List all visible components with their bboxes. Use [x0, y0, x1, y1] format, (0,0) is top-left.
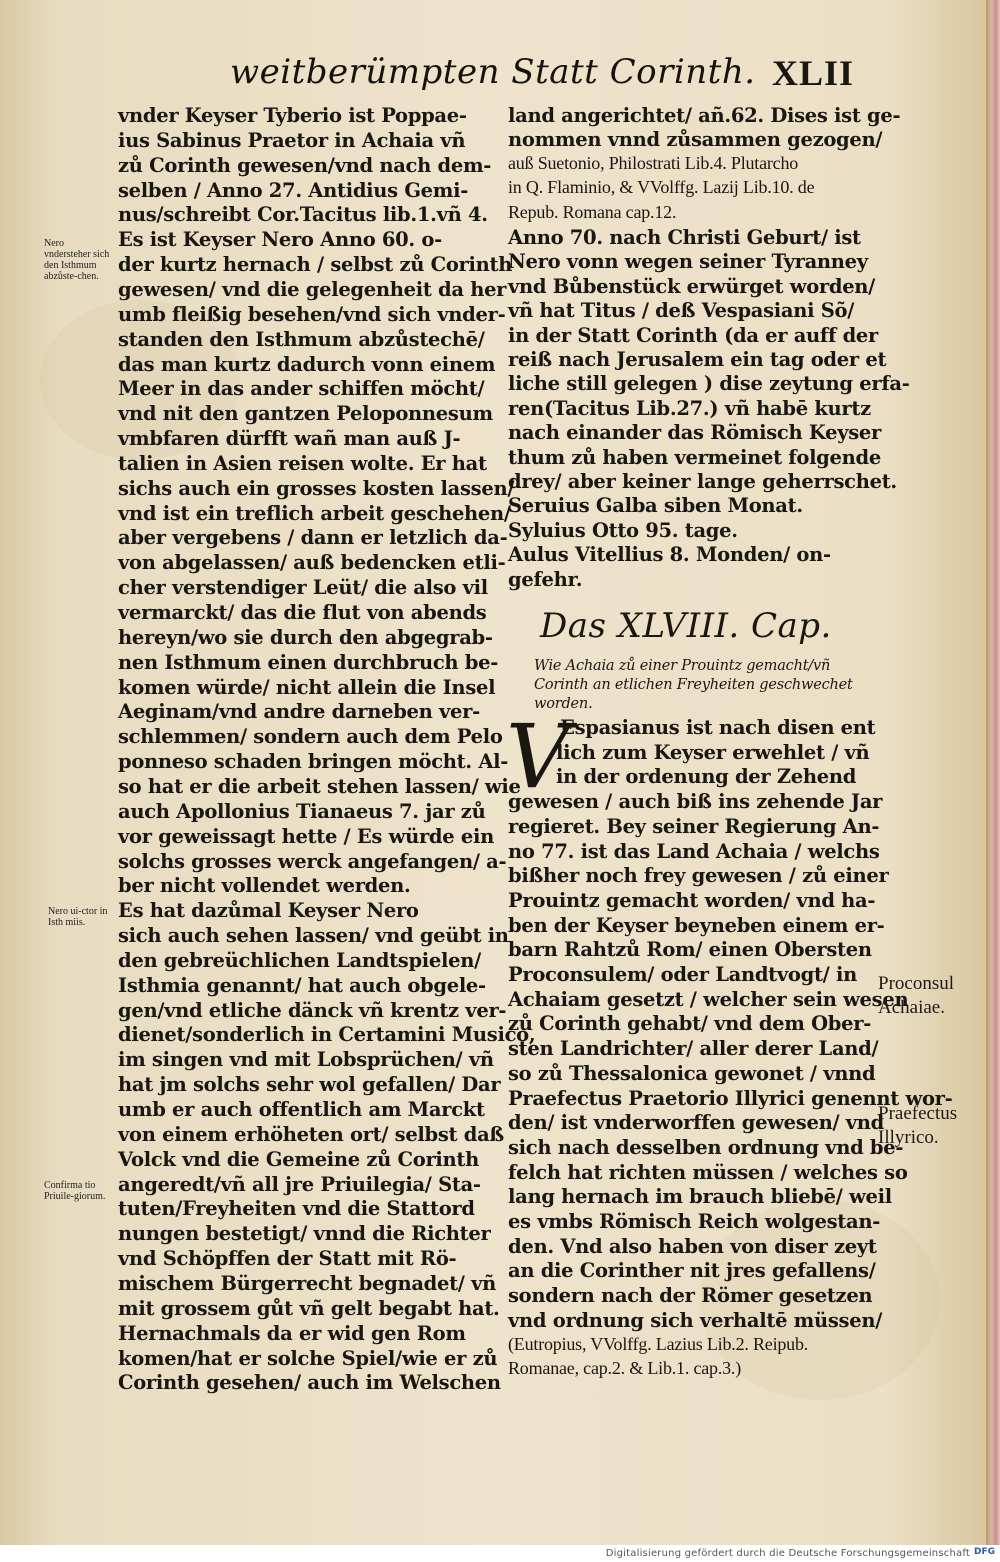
text-line: auß Suetonio, Philostrati Lib.4. Plutarcho	[508, 152, 799, 173]
text-line: Aulus Vitellius 8. Monden/ on-	[508, 543, 831, 567]
text-line: gefehr.	[508, 567, 583, 591]
text-line: Proconsulem/ oder Landtvogt/ in	[508, 963, 857, 986]
text-line: Prouintz gemacht worden/ vnd ha-	[508, 888, 876, 912]
text-line: talien in Asien reisen wolte. Er hat	[118, 451, 487, 475]
text-line: im singen vnd mit Lobsprüchen/ vñ	[118, 1048, 494, 1072]
text-line: von abgelassen/ auß bedencken etli-	[118, 551, 506, 575]
marginal-note-nero-isthmus: Nero vndersteher sich den Isthmum abzůste-chen.	[44, 238, 110, 282]
text-line: umb er auch offentlich am Marckt	[118, 1098, 485, 1121]
text-line: nen Isthmum einen durchbruch be-	[118, 650, 499, 674]
funding-notice: Digitalisierung gefördert durch die Deutsche Forschungsgemeinschaft	[605, 1548, 970, 1559]
text-line: ius Sabinus Praetor in Achaia vñ	[118, 128, 466, 152]
text-line: vnd Bůbenstück erwürget worden/	[508, 274, 876, 298]
chapter-heading: Das XLVIII. Cap.	[540, 606, 832, 646]
marginal-note-nero-victor: Nero ui-ctor in Isth miis.	[48, 906, 108, 928]
text-line: selben / Anno 27. Antidius Gemi-	[118, 178, 469, 202]
text-line: vermarckt/ das die flut von abends	[118, 601, 487, 624]
footer-bar	[0, 1545, 1000, 1562]
text-line: angeredt/vñ all jre Priuilegia/ Sta-	[118, 1172, 481, 1196]
text-line: in der Statt Corinth (da er auff der	[508, 323, 879, 347]
text-line: vnd ordnung sich verhaltē müssen/	[508, 1308, 883, 1332]
text-line: land angerichtet/ añ.62. Dises ist ge-	[508, 104, 901, 127]
text-line: cher verstendiger Leüt/ die also vil	[118, 576, 488, 600]
text-line: solchs grosses werck angefangen/ a-	[118, 849, 507, 873]
text-line: vnd ist ein treflich arbeit geschehen/	[118, 501, 511, 525]
text-line: Corinth an etlichen Freyheiten geschwechet	[534, 677, 853, 693]
text-line: vñ hat Titus / deß Vespasiani Sõ/	[508, 299, 855, 323]
text-line: ponneso schaden bringen möcht. Al-	[118, 750, 509, 774]
text-line: Seruius Galba siben Monat.	[508, 494, 803, 518]
marginal-note-praefectus: Praefectus Illyrico.	[878, 1103, 958, 1148]
text-line: komen/hat er solche Spiel/wie er zů	[118, 1346, 498, 1370]
text-line: Es hat dazůmal Keyser Nero	[118, 899, 419, 923]
page-edge	[986, 0, 1000, 1545]
text-line: auch Apollonius Tianaeus 7. jar zů	[118, 799, 486, 823]
text-line: no 77. ist das Land Achaia / welchs	[508, 839, 880, 863]
text-line: gen/vnd etliche dänck vñ krentz ver-	[118, 998, 507, 1022]
text-line: Wie Achaia zů einer Prouintz gemacht/vñ	[534, 658, 831, 674]
marginal-note-proconsul: Proconsul Achaiae.	[878, 973, 954, 1018]
text-line: gewesen/ vnd die gelegenheit da her	[118, 277, 507, 301]
text-line: schlemmen/ sondern auch dem Pelo	[118, 725, 503, 749]
text-line: Isthmia genannt/ hat auch obgele-	[118, 973, 486, 997]
text-line: Espasianus ist nach disen ent	[560, 716, 876, 739]
text-line: Volck vnd die Gemeine zů Corinth	[118, 1147, 479, 1171]
text-line: sondern nach der Römer gesetzen	[508, 1284, 873, 1308]
text-line: ben der Keyser beyneben einem er-	[508, 913, 885, 937]
text-line: mit grossem gůt vñ gelt begabt hat.	[118, 1296, 500, 1320]
text-line: felch hat richten müssen / welches so	[508, 1160, 908, 1184]
text-line: nach einander das Römisch Keyser	[508, 421, 881, 445]
text-line: komen würde/ nicht allein die Insel	[118, 675, 496, 699]
text-line: ber nicht vollendet werden.	[118, 874, 411, 898]
text-line: den. Vnd also haben von diser zeyt	[508, 1234, 877, 1258]
text-line: Nero vonn wegen seiner Tyranney	[508, 250, 868, 274]
marginal-note-confirmatio: Confirma tio Priuile-giorum.	[44, 1180, 106, 1202]
text-line: regieret. Bey seiner Regierung An-	[508, 814, 880, 838]
text-line: thum zů haben vermeinet folgende	[508, 445, 881, 469]
text-line: umb fleißig besehen/vnd sich vnder-	[118, 302, 506, 326]
text-line: zů Corinth gehabt/ vnd dem Ober-	[508, 1012, 871, 1036]
text-line: vmbfaren dürfft wañ man auß J-	[118, 427, 461, 451]
text-line: zů Corinth gewesen/vnd nach dem-	[118, 153, 492, 177]
dfg-logo: DFG	[974, 1547, 996, 1557]
text-line: Repub. Romana cap.12.	[508, 201, 677, 222]
text-line: hat jm solchs sehr wol gefallen/ Dar	[118, 1073, 501, 1097]
text-line: sich nach desselben ordnung vnd be-	[508, 1135, 904, 1159]
text-line: von einem erhöheten ort/ selbst daß	[118, 1122, 504, 1146]
text-line: in Q. Flaminio, & VVolffg. Lazij Lib.10. de	[508, 177, 815, 198]
text-line: lang hernach im brauch bliebē/ weil	[508, 1185, 892, 1209]
text-line: es vmbs Römisch Reich wolgestan-	[508, 1210, 881, 1233]
text-line: standen den Isthmum abzůstechē/	[118, 327, 485, 351]
text-line: vnder Keyser Tyberio ist Poppae-	[118, 104, 467, 127]
text-line: drey/ aber keiner lange geherrschet.	[508, 470, 897, 493]
text-line: sich auch sehen lassen/ vnd geübt in	[118, 924, 509, 948]
text-line: Meer in das ander schiffen möcht/	[118, 377, 485, 401]
text-line: Corinth gesehen/ auch im Welschen	[118, 1371, 501, 1395]
text-line: den/ ist vnderworffen gewesen/ vnd	[508, 1111, 885, 1135]
text-line: nus/schreibt Cor.Tacitus lib.1.vñ 4.	[118, 203, 488, 227]
text-line: der kurtz hernach / selbst zů Corinth	[118, 253, 513, 277]
text-line: in der ordenung der Zehend	[556, 765, 857, 789]
text-line: gewesen / auch biß ins zehende Jar	[508, 790, 883, 814]
text-line: reiß nach Jerusalem ein tag oder et	[508, 348, 887, 371]
text-line: tuten/Freyheiten vnd die Stattord	[118, 1197, 475, 1221]
text-line: vor geweissagt hette / Es würde ein	[118, 824, 494, 848]
text-line: so hat er die arbeit stehen lassen/ wie	[118, 774, 521, 798]
text-line: Es ist Keyser Nero Anno 60. o-	[118, 228, 442, 252]
text-line: nungen bestetigt/ vnnd die Richter	[118, 1222, 491, 1246]
text-line: bißher noch frey gewesen / zů einer	[508, 864, 889, 888]
text-line: Aeginam/vnd andre darneben ver-	[118, 700, 480, 724]
text-line: hereyn/wo sie durch den abgegrab-	[118, 625, 493, 649]
decorated-initial: V	[506, 705, 570, 808]
text-line: mischem Bürgerrecht begnadet/ vñ	[118, 1271, 497, 1295]
text-line: nommen vnnd zůsammen gezogen/	[508, 128, 883, 152]
text-line: (Eutropius, VVolffg. Lazius Lib.2. Reipub.	[508, 1333, 809, 1354]
text-line: lich zum Keyser erwehlet / vñ	[556, 740, 870, 764]
text-line: aber vergebens / dann er letzlich da-	[118, 526, 508, 550]
text-line: an die Corinther nit jres gefallens/	[508, 1259, 876, 1283]
text-line: Praefectus Praetorio Illyrici genennt wor-	[508, 1086, 953, 1110]
text-line: Achaiam gesetzt / welcher sein wesen	[508, 987, 909, 1011]
folio-number: XLII	[772, 53, 855, 93]
text-line: das man kurtz dadurch vonn einem	[118, 352, 496, 376]
text-line: Hernachmals da er wid gen Rom	[118, 1321, 466, 1345]
text-line: worden.	[534, 696, 593, 712]
text-line: barn Rahtzů Rom/ einen Obersten	[508, 938, 872, 962]
text-line: ren(Tacitus Lib.27.) vñ habē kurtz	[508, 396, 871, 420]
text-line: liche still gelegen ) dise zeytung erfa-	[508, 372, 910, 396]
text-line: sten Landrichter/ aller derer Land/	[508, 1037, 879, 1061]
text-line: so zů Thessalonica gewonet / vnnd	[508, 1061, 876, 1085]
text-line: Syluius Otto 95. tage.	[508, 518, 738, 542]
text-line: dienet/sonderlich in Certamini Musico,	[118, 1023, 536, 1047]
text-line: sichs auch ein grosses kosten lassen/	[118, 476, 515, 500]
text-line: vnd Schöpffen der Statt mit Rö-	[118, 1247, 457, 1271]
running-title: weitberümpten Statt Corinth.	[230, 52, 756, 92]
text-line: Romanae, cap.2. & Lib.1. cap.3.)	[508, 1358, 742, 1379]
text-line: vnd nit den gantzen Peloponnesum	[118, 402, 493, 426]
text-line: den gebreüchlichen Landtspielen/	[118, 948, 481, 972]
text-line: Anno 70. nach Christi Geburt/ ist	[508, 226, 861, 249]
